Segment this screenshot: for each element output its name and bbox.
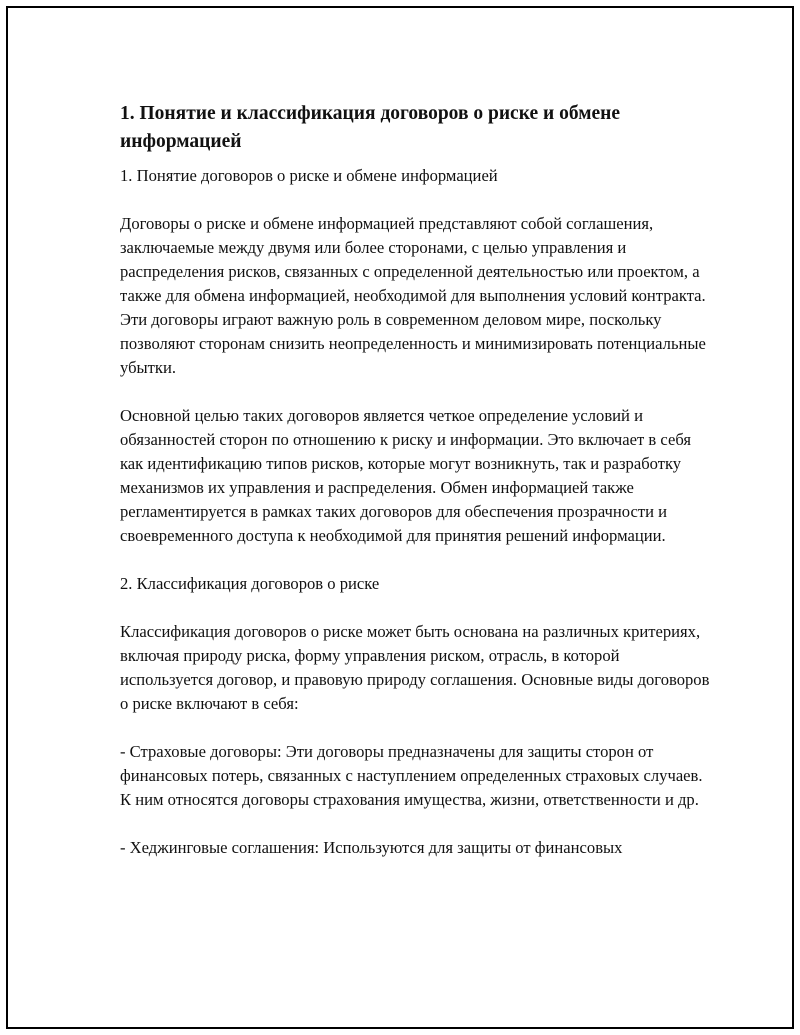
list-item-insurance: - Страховые договоры: Эти договоры предназначены для защиты сторон от финансовых потерь, связанных с наступлением определенных страховых случаев. К ним относятся договоры страхования имущества, жизни, ответственности и др. — [120, 742, 703, 809]
section-heading-classification: 2. Классификация договоров о риске — [120, 574, 380, 593]
document-body — [120, 96, 710, 860]
list-item-hedging: - Хеджинговые соглашения: Используются для защиты от финансовых — [120, 838, 623, 857]
document-title: 1. Понятие и классификация договоров о риске и обмене информацией — [120, 103, 621, 152]
paragraph-purpose: Основной целью таких договоров является четкое определение условий и обязанностей сторон по отношению к риску и информации. Это включает в себя как идентификацию типов рисков, которые могут возникнуть, так и разработку механизмов их управления и распределения. Обмен информацией также регламентируется в рамках таких договоров для обеспечения прозрачности и своевременного доступа к необходимой для принятия решений информации. — [120, 406, 691, 545]
paragraph-classification: Классификация договоров о риске может быть основана на различных критериях, включая природу риска, форму управления риском, отрасль, в которой используется договор, и правовую природу соглашения. Основные виды договоров о риске включают в себя: — [120, 622, 710, 713]
paragraph-definition: Договоры о риске и обмене информацией представляют собой соглашения, заключаемые между двумя или более сторонами, с целью управления и распределения рисков, связанных с определенной деятельностью или проектом, а также для обмена информацией, необходимой для выполнения условий контракта. Эти договоры играют важную роль в современном деловом мире, поскольку позволяют сторонам снизить неопределенность и минимизировать потенциальные убытки. — [120, 214, 706, 377]
section-heading-concept: 1. Понятие договоров о риске и обмене информацией — [120, 166, 498, 185]
page-frame — [6, 6, 794, 1029]
